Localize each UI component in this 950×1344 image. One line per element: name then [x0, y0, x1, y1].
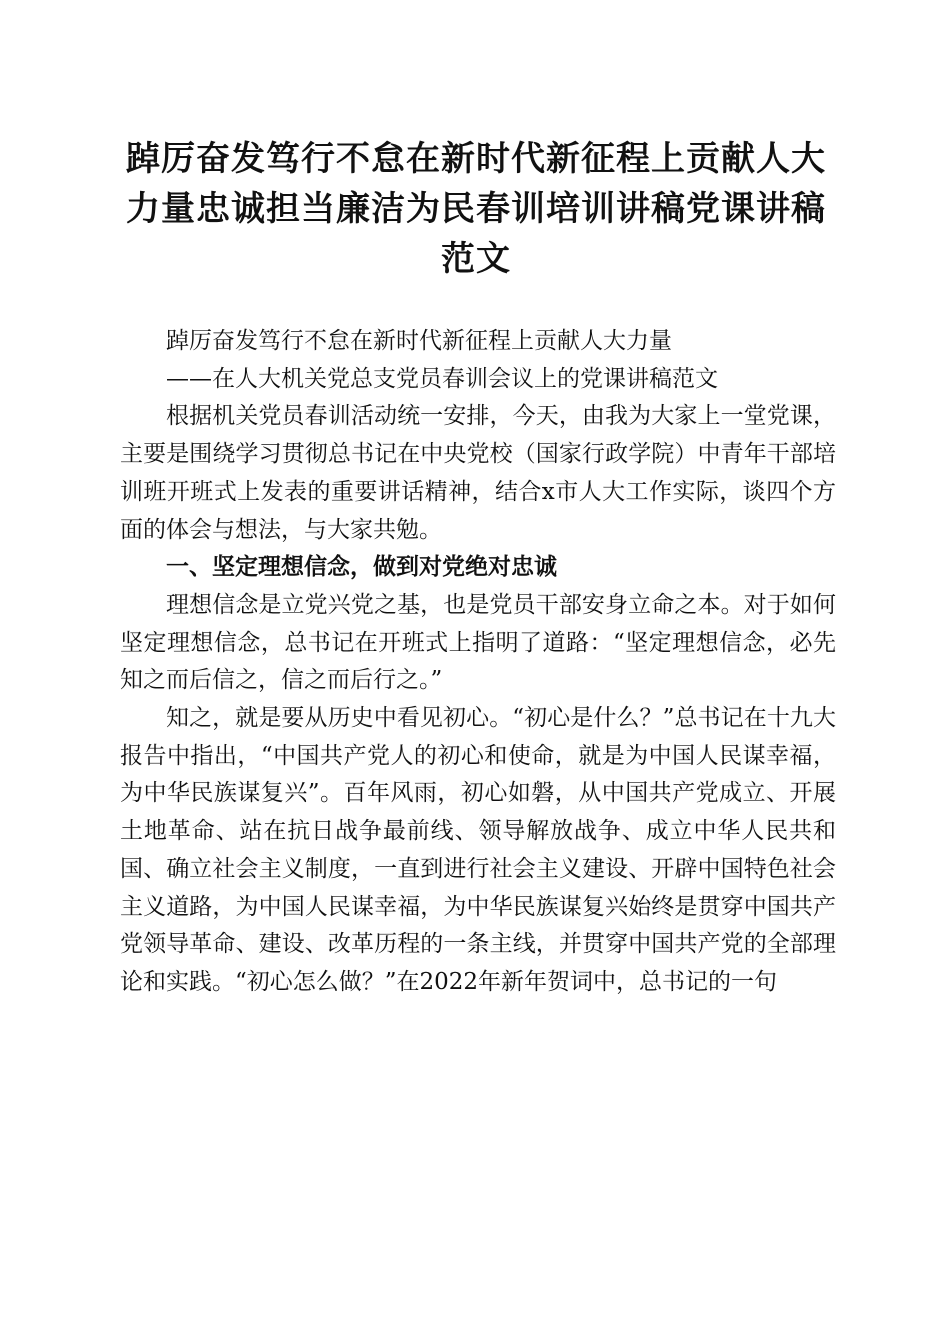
title-line: 踔厉奋发笃行不怠在新时代新征程上贡献人大 [126, 139, 826, 179]
body-paragraph: 知之，就是要从历史中看见初心。“初心是什么？”总书记在十九大报告中指出，“中国共产党人的初心和使命，就是为中国人民谋幸福，为中华民族谋复兴”。百年风雨，初心如磐，从中国共产党成立、开展土地革命、站在抗日战争最前线、领导解放战争、成立中华人民共和国、确立社会主义制度，一直到进行社会主义建设、开辟中国特色社会主义道路，为中国人民谋幸福，为中华民族谋复兴始终是贯穿中国共产党领导革命、建设、改革历程的一条主线，并贯穿中国共产党的全部理论和实践。“初心怎么做？”在2022年新年贺词中，总书记的一句 [120, 705, 836, 995]
title-line: 范文 [441, 239, 511, 279]
body-paragraph: 根据机关党员春训活动统一安排，今天，由我为大家上一堂党课，主要是围绕学习贯彻总书记在中央党校（国家行政学院）中青年干部培训班开班式上发表的重要讲话精神，结合x市人大工作实际，谈四个方面的体会与想法，与大家共勉。 [120, 403, 836, 543]
title-line: 力量忠诚担当廉洁为民春训培训讲稿党课讲稿 [126, 189, 826, 229]
body-paragraph: 理想信念是立党兴党之基，也是党员干部安身立命之本。对于如何坚定理想信念，总书记在开班式上指明了道路：“坚定理想信念，必先知之而后信之，信之而后行之。” [120, 591, 836, 694]
document-body [120, 323, 836, 1002]
section-heading: 一、坚定理想信念，做到对党绝对忠诚 [166, 554, 557, 581]
speech-subtitle: ——在人大机关党总支党员春训会议上的党课讲稿范文 [166, 365, 718, 392]
speech-title: 踔厉奋发笃行不怠在新时代新征程上贡献人大力量 [166, 328, 672, 354]
document-title [118, 134, 834, 284]
